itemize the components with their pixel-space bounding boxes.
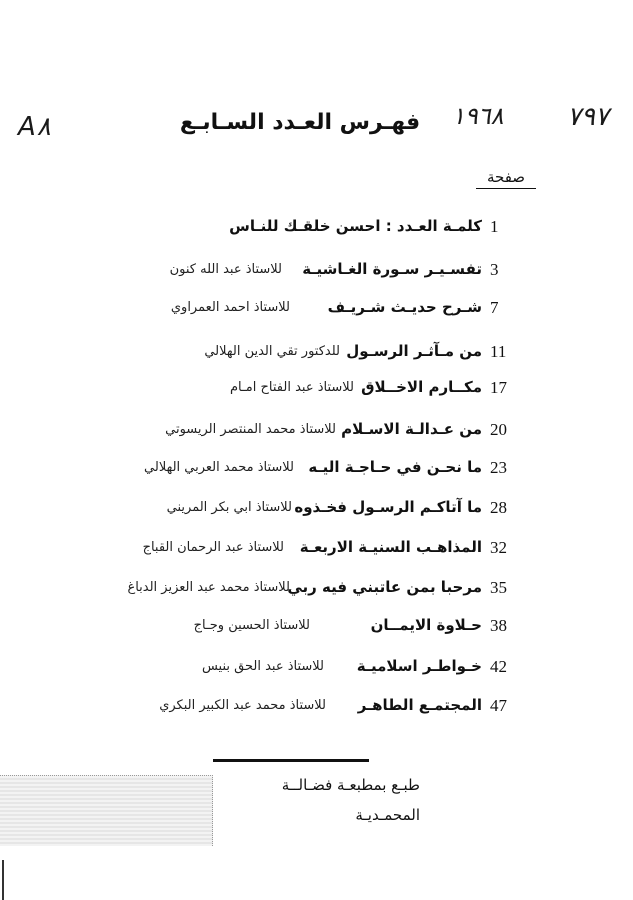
entry-page: 1 (490, 217, 499, 236)
entry-title: كلمـة العـدد : احسن خلقـك للنـاس (229, 217, 482, 235)
handwritten-mark: A٨ (18, 112, 51, 142)
entry-title: تفسـيـر سـورة الغـاشيـة (302, 260, 482, 278)
entry-author: للاستاذ محمد المنتصر الريسوتي (165, 422, 336, 437)
entry-author: للاستاذ الحسين وجـاج (193, 618, 310, 633)
library-stamp (0, 775, 213, 846)
entry-page: 35 (490, 578, 507, 597)
toc-entry (60, 536, 522, 564)
entry-page: 3 (490, 260, 499, 279)
toc-entry (60, 694, 522, 722)
entry-title: المجتمـع الطاهـر (357, 696, 482, 714)
entry-page: 42 (490, 657, 507, 676)
entry-title: خـواطـر اسلاميـة (356, 657, 482, 675)
footer-divider (213, 759, 369, 762)
entry-page: 38 (490, 616, 507, 635)
toc-entry (60, 340, 522, 368)
entry-author: للاستاذ عبد الله كنون (169, 262, 282, 277)
entry-page: 32 (490, 538, 507, 557)
entry-author: للاستاذ ابي بكر المريني (166, 500, 292, 515)
toc-entry (60, 215, 522, 243)
entry-title: مرحبا بمن عاتبني فيه ربي (287, 578, 482, 596)
printer-city: المحمـديـة (355, 806, 420, 824)
toc-entry (60, 614, 522, 642)
entry-page: 47 (490, 696, 507, 715)
entry-page: 11 (490, 342, 507, 361)
entry-author: للاستاذ احمد العمراوي (170, 300, 290, 315)
page-title: فهـرس العـدد السـابـع (179, 110, 421, 135)
entry-title: ما آتاكـم الرسـول فخـذوه (294, 498, 482, 516)
entry-author: للدكتور تقي الدين الهلالي (204, 344, 340, 359)
toc-entry (60, 576, 522, 604)
entry-author: للاستاذ عبد الرحمان القباج (142, 540, 284, 555)
entry-page: 7 (490, 298, 499, 317)
entry-author: للاستاذ عبد الفتاح امـام (229, 380, 354, 395)
toc-entry (60, 376, 522, 404)
toc-entry (60, 258, 522, 286)
handwritten-year: ١٩٦٨ (452, 102, 504, 130)
toc-entry (60, 655, 522, 683)
entry-title: شـرح حديـث شـريـف (327, 298, 482, 316)
entry-author: للاستاذ عبد الحق بنيس (201, 659, 324, 674)
entry-page: 28 (490, 498, 507, 517)
entry-title: من مـآثـر الرسـول (346, 342, 482, 360)
entry-author: للاستاذ محمد العربي الهلالي (144, 460, 294, 475)
toc-entry (60, 296, 522, 324)
page-column-header: صفحة (476, 168, 536, 189)
handwritten-number: ٧٩٧ (567, 102, 609, 132)
entry-page: 23 (490, 458, 507, 477)
entry-page: 17 (490, 378, 507, 397)
entry-title: من عـدالـة الاسـلام (341, 420, 482, 438)
toc-entry (60, 496, 522, 524)
entry-title: مكــارم الاخــلاق (361, 378, 482, 396)
entry-title: المذاهـب السنيـة الاربعـة (299, 538, 482, 556)
entry-title: ما نحـن في حـاجـة اليـه (308, 458, 482, 476)
entry-title: حـلاوة الايمــان (370, 616, 482, 634)
entry-author: للاستاذ محمد عبد العزيز الدباغ (127, 580, 290, 595)
printer-line: طبـع بمطبعـة فضـالــة (281, 776, 420, 794)
entry-page: 20 (490, 420, 507, 439)
page-edge-mark (2, 860, 4, 900)
toc-entry (60, 418, 522, 446)
toc-entry (60, 456, 522, 484)
entry-author: للاستاذ محمد عبد الكبير البكري (159, 698, 326, 713)
